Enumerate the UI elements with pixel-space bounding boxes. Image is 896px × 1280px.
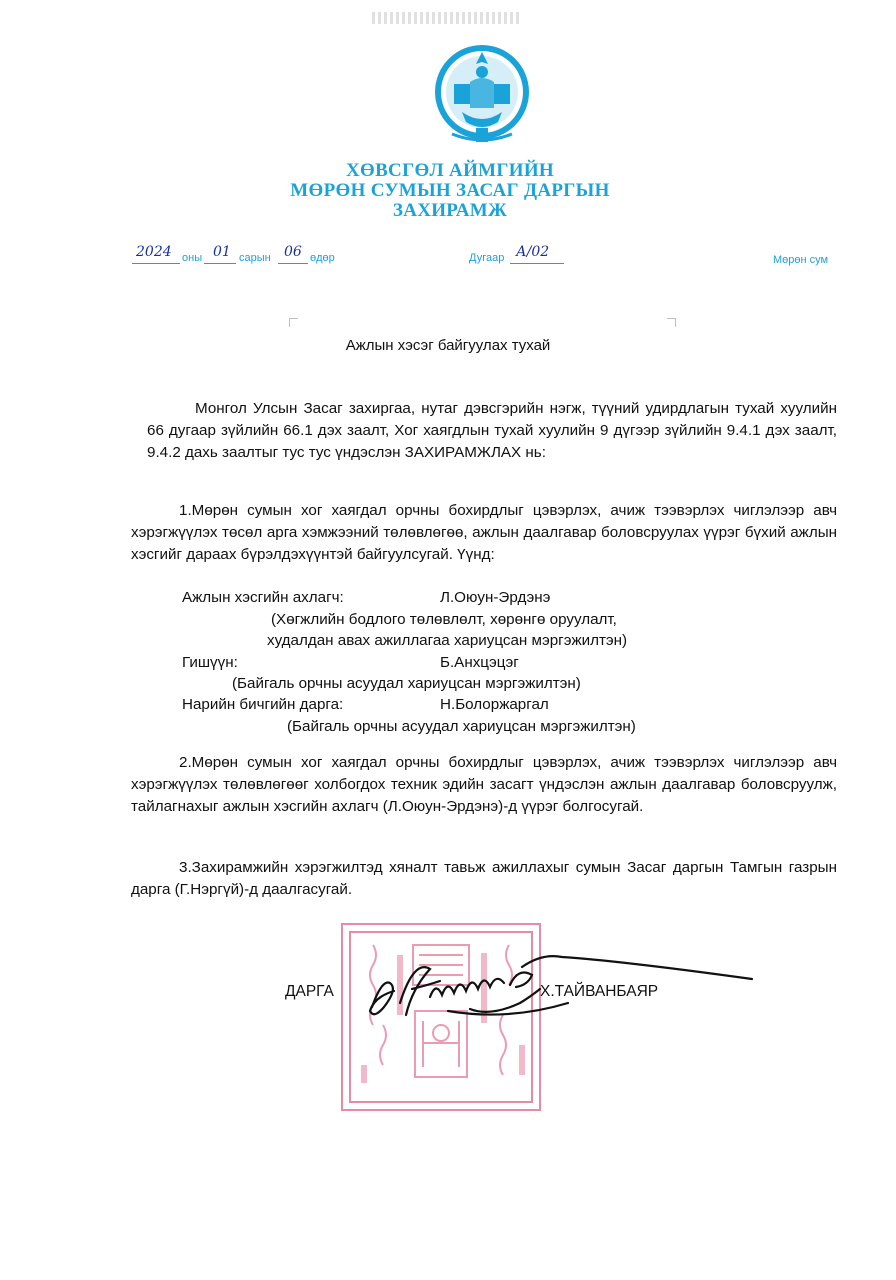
item-2-paragraph xyxy=(131,752,837,818)
meta-row xyxy=(0,240,896,270)
number-label: Дугаар xyxy=(469,252,505,264)
member-3-role: Нарийн бичгийн дарга: xyxy=(182,696,344,713)
preamble-paragraph xyxy=(147,398,837,464)
date-day-handwritten: 06 xyxy=(284,244,302,260)
signatory-title: ДАРГА xyxy=(285,983,334,1000)
member-2-name: Б.Анхцэцэг xyxy=(440,654,519,671)
signatory-name: Х.ТАЙВАНБАЯР xyxy=(540,983,659,1000)
item-3-text: 3.Захирамжийн хэрэгжилтэд хяналт тавьж ажиллахыг сумын Засаг даргын Тамгын газрын дарга (Г.Нэргүй)-д даалгасугай. xyxy=(131,859,837,898)
title-corner-left xyxy=(289,318,298,327)
member-1-position-line1: (Хөгжлийн бодлого төлөвлөлт, хөрөнгө оруулалт, xyxy=(271,611,617,628)
header-line-3: ЗАХИРАМЖ xyxy=(392,200,508,221)
header-line-1: ХӨВСГӨЛ АЙМГИЙН xyxy=(345,160,555,181)
state-emblem-icon xyxy=(432,42,532,150)
member-1-position-line2: худалдан авах ажиллагаа хариуцсан мэргэжилтэн) xyxy=(267,632,628,649)
item-3-paragraph xyxy=(131,857,837,901)
number-underline xyxy=(510,262,564,264)
member-1-role: Ажлын хэсгийн ахлагч: xyxy=(182,589,344,606)
order-number-handwritten: А/02 xyxy=(516,244,550,260)
scan-artifact xyxy=(372,12,522,24)
year-underline xyxy=(132,262,180,264)
member-2-position: (Байгаль орчны асуудал хариуцсан мэргэжилтэн) xyxy=(232,675,581,692)
day-underline xyxy=(278,262,308,264)
place-label: Мөрөн сум xyxy=(773,254,829,266)
member-2-role: Гишүүн: xyxy=(182,654,238,671)
day-suffix: өдөр xyxy=(310,252,335,264)
month-underline xyxy=(204,262,236,264)
handwritten-signature-icon xyxy=(350,945,760,1035)
title-corner-right xyxy=(667,318,676,327)
member-1-name: Л.Оюун-Эрдэнэ xyxy=(440,589,551,606)
year-suffix: оны xyxy=(182,252,203,264)
member-3-name: Н.Болоржаргал xyxy=(440,696,549,713)
member-3-position: (Байгаль орчны асуудал хариуцсан мэргэжилтэн) xyxy=(287,718,636,735)
date-month-handwritten: 01 xyxy=(213,244,231,260)
date-year-handwritten: 2024 xyxy=(136,244,172,260)
document-title: Ажлын хэсэг байгуулах тухай xyxy=(345,337,551,354)
item-1-paragraph xyxy=(131,500,837,566)
header-line-2: МӨРӨН СУМЫН ЗАСАГ ДАРГЫН xyxy=(290,180,610,201)
month-suffix: сарын xyxy=(239,252,271,264)
preamble-text: Монгол Улсын Засаг захиргаа, нутаг дэвсгэрийн нэгж, түүний удирдлагын тухай хуулийн 66 дугаар зүйлийн 66.1 дэх заалт, Хог хаягдлын тухай хуулийн 9 дүгээр зүйлийн 9.4.1 дэх заалт, 9.4.2 дахь заалтыг тус тус үндэслэн ЗАХИРАМЖЛАХ нь: xyxy=(147,400,837,461)
item-1-text: 1.Мөрөн сумын хог хаягдал орчны бохирдлыг цэвэрлэх, ачиж тээвэрлэх чиглэлээр авч хэрэгжүүлэх төсөл арга хэмжээний төлөвлөгөө, ажлын даалгавар боловсруулах үүрэг бүхий ажлын хэсгийг дараах бүрэлдэхүүнтэй байгуулсугай. Үүнд: xyxy=(131,502,837,563)
item-2-text: 2.Мөрөн сумын хог хаягдал орчны бохирдлыг цэвэрлэх, ачиж тээвэрлэх чиглэлээр авч хэрэгжүүлэх төлөвлөгөөг холбогдох техник эдийн засагт үндэслэн ажлын даалгавар боловсруулж, тайлагнахыг ажлын хэсгийн ахлагч (Л.Оюун-Эрдэнэ)-д үүрэг болгосугай. xyxy=(131,754,837,815)
